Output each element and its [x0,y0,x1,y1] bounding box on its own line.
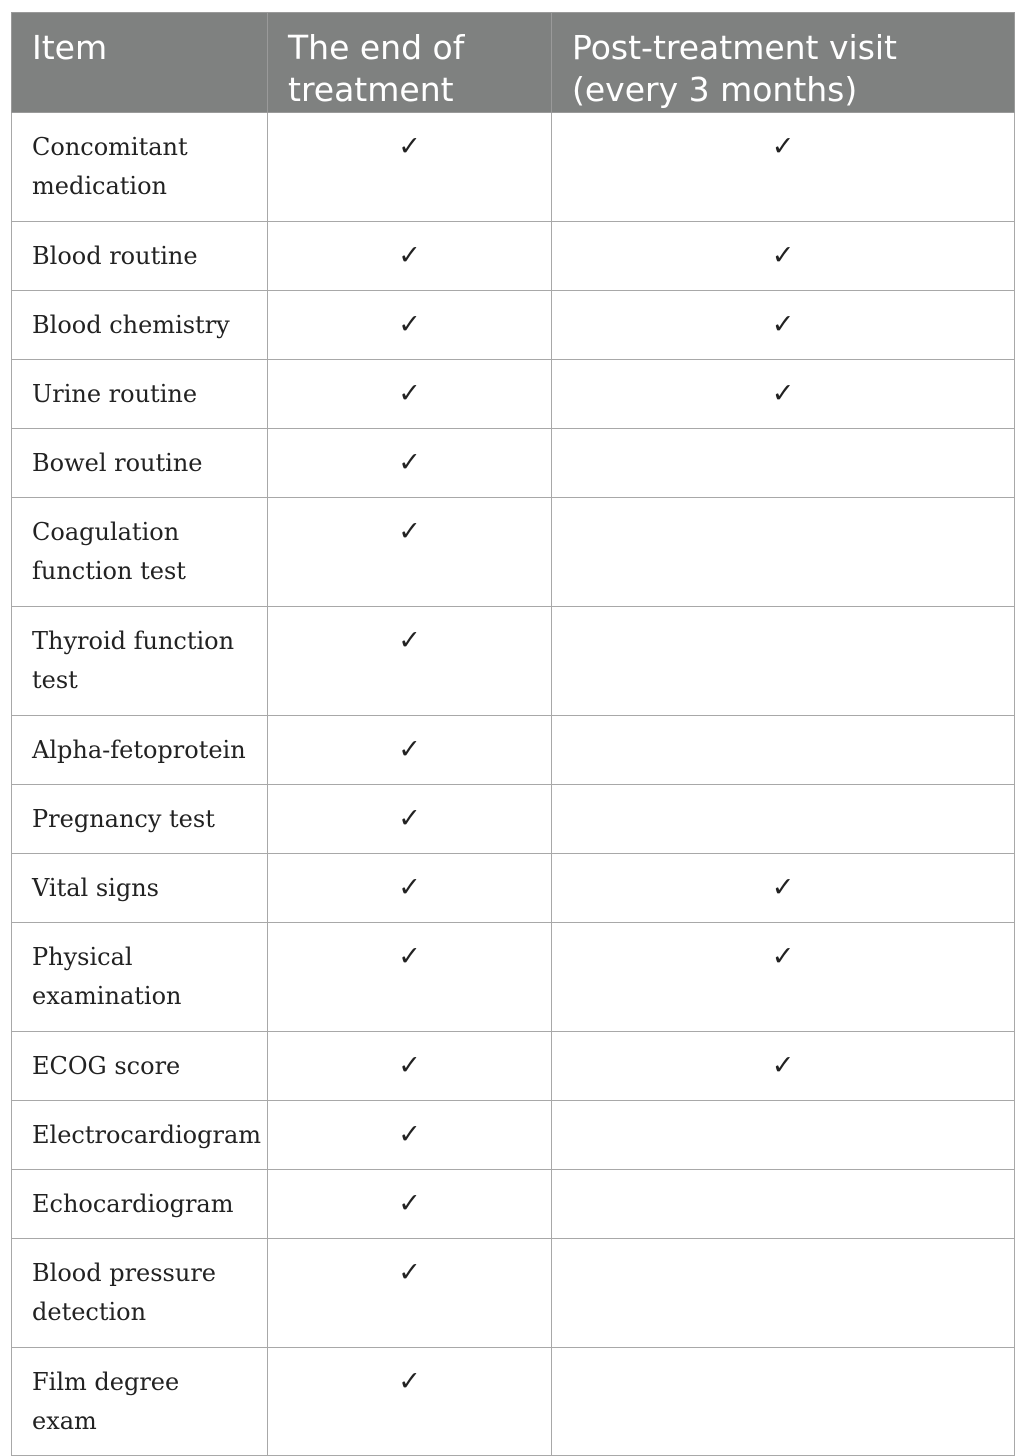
end-of-treatment-check: ✓ [268,498,552,607]
end-of-treatment-check: ✓ [268,1239,552,1348]
table-row [12,429,1015,498]
table-row [12,360,1015,429]
item-cell: Pregnancy test [12,785,268,854]
item-cell: Film degree exam [12,1348,268,1456]
post-treatment-check: ✓ [552,1032,1015,1101]
table-header-row [12,13,1015,113]
header-end-of-treatment: The end of treatment [268,13,552,113]
post-treatment-check: ✓ [552,291,1015,360]
table-row [12,1348,1015,1456]
end-of-treatment-check: ✓ [268,429,552,498]
post-treatment-check: ✓ [552,854,1015,923]
post-treatment-check: ✓ [552,360,1015,429]
table-row [12,1170,1015,1239]
end-of-treatment-check: ✓ [268,113,552,222]
item-cell: Alpha-fetoprotein [12,716,268,785]
header-post-treatment-visit: Post-treatment visit (every 3 months) [552,13,1015,113]
end-of-treatment-check: ✓ [268,222,552,291]
item-cell: Blood pressure detection [12,1239,268,1348]
table-row [12,222,1015,291]
end-of-treatment-check: ✓ [268,785,552,854]
post-treatment-check [552,607,1015,716]
end-of-treatment-check: ✓ [268,1170,552,1239]
schedule-table-container [11,12,1014,1456]
table-row [12,785,1015,854]
post-treatment-check [552,1239,1015,1348]
post-treatment-check [552,429,1015,498]
item-cell: Concomitant medication [12,113,268,222]
table-row [12,498,1015,607]
item-cell: Urine routine [12,360,268,429]
post-treatment-check [552,716,1015,785]
post-treatment-check [552,498,1015,607]
item-cell: Thyroid function test [12,607,268,716]
item-cell: Electrocardiogram [12,1101,268,1170]
table-row [12,113,1015,222]
item-cell: Coagulation function test [12,498,268,607]
table-row [12,291,1015,360]
post-treatment-check [552,785,1015,854]
table-row [12,1101,1015,1170]
end-of-treatment-check: ✓ [268,360,552,429]
post-treatment-check [552,1170,1015,1239]
end-of-treatment-check: ✓ [268,854,552,923]
header-item: Item [12,13,268,113]
post-treatment-check: ✓ [552,222,1015,291]
item-cell: Blood routine [12,222,268,291]
post-treatment-check [552,1348,1015,1456]
item-cell: Echocardiogram [12,1170,268,1239]
table-row [12,854,1015,923]
end-of-treatment-check: ✓ [268,1348,552,1456]
end-of-treatment-check: ✓ [268,1101,552,1170]
table-row [12,607,1015,716]
post-treatment-check: ✓ [552,113,1015,222]
item-cell: Bowel routine [12,429,268,498]
table-row [12,923,1015,1032]
item-cell: ECOG score [12,1032,268,1101]
table-row [12,1032,1015,1101]
item-cell: Physical examination [12,923,268,1032]
item-cell: Blood chemistry [12,291,268,360]
table-row [12,716,1015,785]
end-of-treatment-check: ✓ [268,923,552,1032]
post-treatment-check [552,1101,1015,1170]
end-of-treatment-check: ✓ [268,291,552,360]
table-row [12,1239,1015,1348]
end-of-treatment-check: ✓ [268,716,552,785]
end-of-treatment-check: ✓ [268,607,552,716]
post-treatment-check: ✓ [552,923,1015,1032]
schedule-table [11,12,1015,1456]
end-of-treatment-check: ✓ [268,1032,552,1101]
item-cell: Vital signs [12,854,268,923]
